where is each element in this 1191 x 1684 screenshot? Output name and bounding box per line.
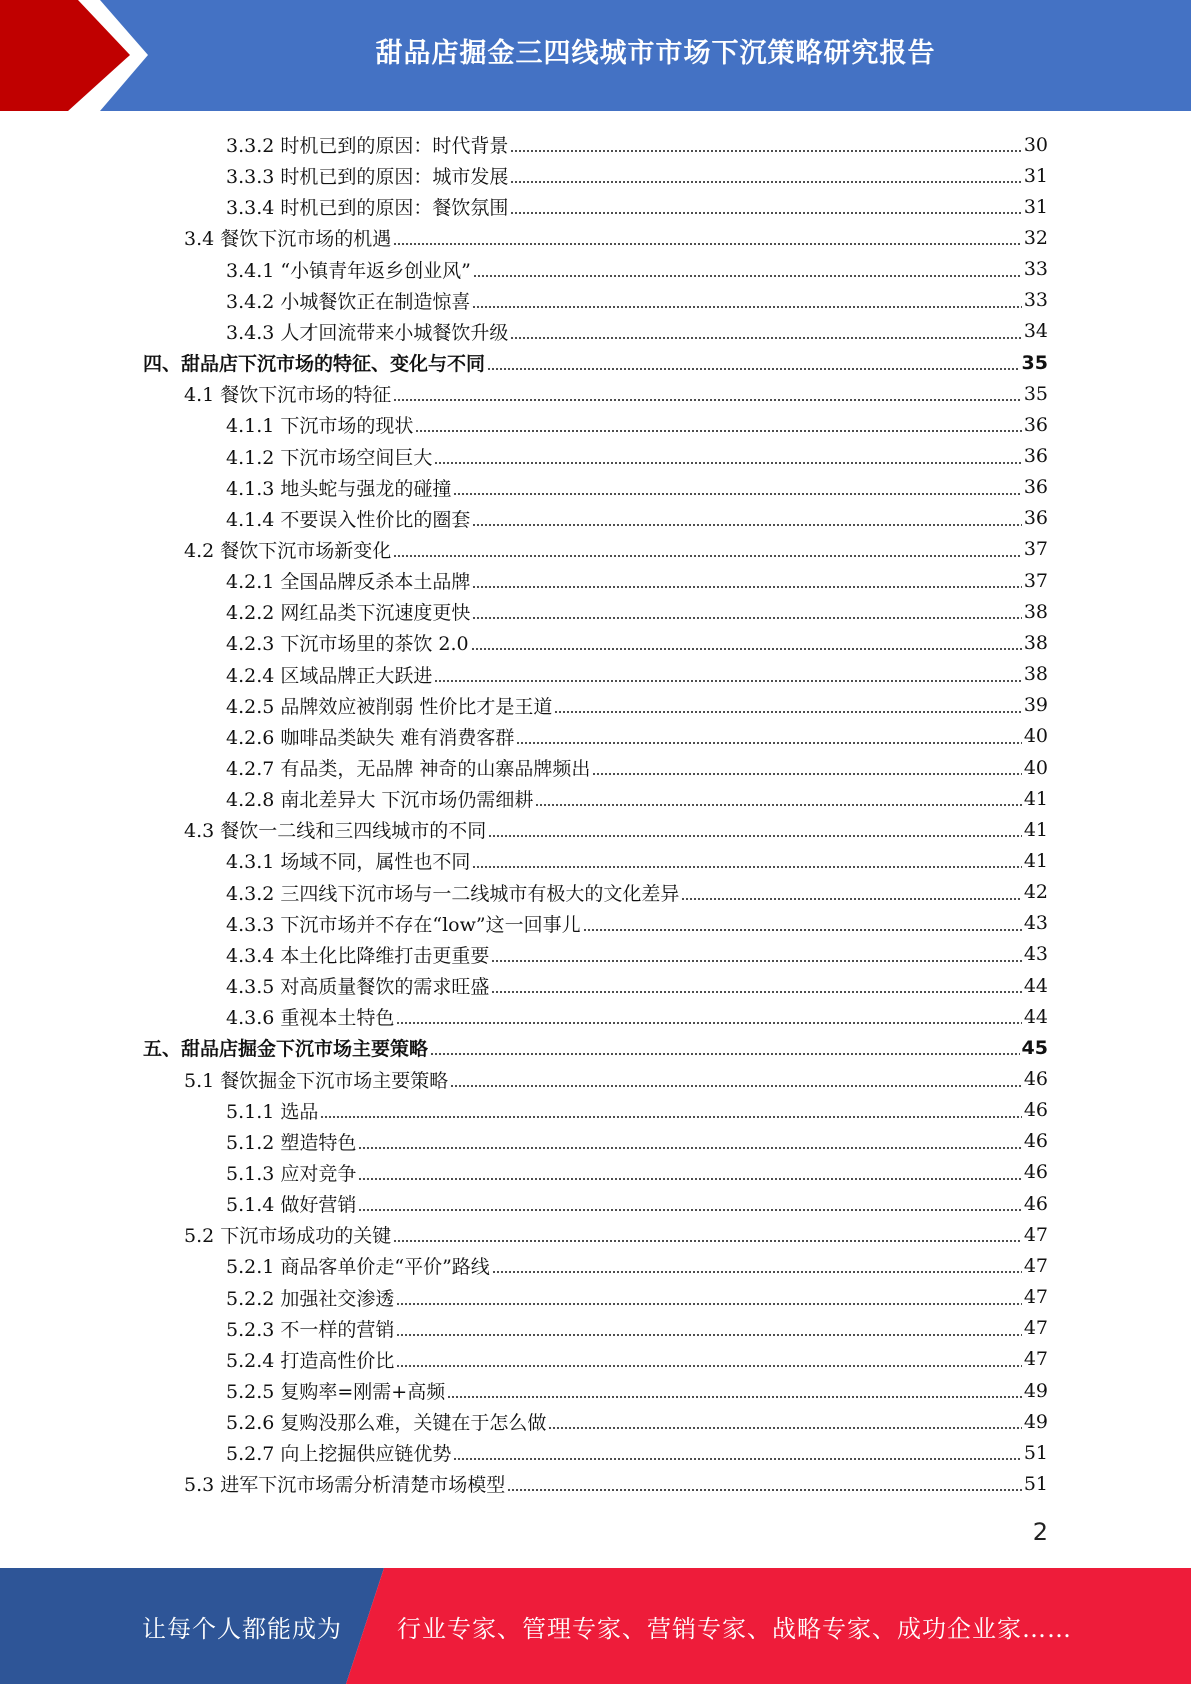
toc-entry[interactable]: [226, 1250, 1048, 1281]
toc-dot-leader: [471, 648, 1022, 650]
toc-entry-label: 5.1.3 应对竞争: [226, 1162, 357, 1185]
toc-entry-page: 44: [1023, 1005, 1048, 1028]
toc-entry-label: 五、甜品店掘金下沉市场主要策略: [143, 1038, 429, 1061]
toc-entry-page: 44: [1023, 974, 1048, 997]
toc-entry[interactable]: [226, 1126, 1048, 1157]
toc-dot-leader: [491, 960, 1021, 962]
toc-entry[interactable]: [226, 1344, 1048, 1375]
toc-entry-label: 5.2.4 打造高性价比: [226, 1349, 395, 1372]
toc-dot-leader: [358, 1178, 1021, 1180]
toc-entry-label: 4.3.1 场域不同，属性也不同: [226, 851, 471, 874]
toc-entry[interactable]: [143, 347, 1048, 378]
toc-entry-label: 3.4.1 “小镇青年返乡创业风”: [226, 259, 471, 282]
toc-entry-page: 37: [1023, 538, 1048, 561]
toc-dot-leader: [396, 1022, 1021, 1024]
toc-entry[interactable]: [226, 316, 1048, 347]
toc-entry-page: 32: [1023, 226, 1048, 249]
toc-entry-page: 38: [1023, 631, 1048, 654]
toc-entry-label: 4.3.6 重视本土特色: [226, 1007, 395, 1030]
toc-entry-label: 5.2.7 向上挖掘供应链优势: [226, 1443, 452, 1466]
toc-dot-leader: [510, 181, 1021, 183]
toc-entry-label: 5.2 下沉市场成功的关键: [184, 1225, 392, 1248]
toc-entry-label: 4.1.1 下沉市场的现状: [226, 415, 414, 438]
toc-dot-leader: [510, 337, 1021, 339]
toc-entry[interactable]: [184, 222, 1048, 253]
toc-entry-page: 47: [1023, 1223, 1048, 1246]
toc-entry-page: 46: [1023, 1099, 1048, 1122]
toc-entry-label: 3.3.3 时机已到的原因：城市发展: [226, 166, 509, 189]
toc-entry-page: 41: [1023, 849, 1048, 872]
footer-slogan-right: 行业专家、管理专家、营销专家、战略专家、成功企业家……: [397, 1614, 1072, 1643]
toc-entry[interactable]: [226, 160, 1048, 191]
page-header: [0, 0, 1191, 111]
toc-entry-label: 3.3.4 时机已到的原因：餐饮氛围: [226, 197, 509, 220]
header-title: 甜品店掘金三四线城市市场下沉策略研究报告: [375, 37, 936, 69]
toc-entry-label: 4.2.1 全国品牌反杀本土品牌: [226, 571, 471, 594]
toc-entry-label: 5.2.6 复购没那么难，关键在于怎么做: [226, 1412, 547, 1435]
toc-entry-page: 43: [1023, 912, 1048, 935]
toc-entry-label: 4.1.3 地头蛇与强龙的碰撞: [226, 477, 452, 500]
toc-dot-leader: [396, 1303, 1021, 1305]
toc-entry[interactable]: [226, 596, 1048, 627]
toc-dot-leader: [583, 929, 1022, 931]
toc-entry[interactable]: [226, 721, 1048, 752]
toc-entry-label: 4.3.2 三四线下沉市场与一二线城市有极大的文化差异: [226, 882, 680, 905]
toc-entry-page: 30: [1023, 133, 1048, 156]
toc-entry-page: 42: [1023, 881, 1048, 904]
toc-entry-page: 37: [1023, 569, 1048, 592]
toc-entry[interactable]: [226, 285, 1048, 316]
toc-entry[interactable]: [226, 254, 1048, 285]
toc-dot-leader: [453, 493, 1021, 495]
toc-entry-page: 46: [1023, 1068, 1048, 1090]
toc-entry-label: 3.4 餐饮下沉市场的机遇: [184, 228, 392, 251]
toc-dot-leader: [492, 1271, 1022, 1273]
toc-entry-page: 46: [1023, 1161, 1048, 1184]
toc-entry[interactable]: [226, 409, 1048, 440]
toc-dot-leader: [488, 835, 1022, 837]
toc-entry-page: 36: [1023, 476, 1048, 499]
footer-slogan-left: 让每个人都能成为: [142, 1614, 342, 1643]
toc-entry-page: 41: [1023, 787, 1048, 810]
toc-entry[interactable]: [226, 1282, 1048, 1313]
toc-entry[interactable]: [226, 659, 1048, 690]
toc-entry-page: 51: [1023, 1441, 1048, 1464]
toc-dot-leader: [453, 1458, 1021, 1460]
toc-entry-label: 3.4.3 人才回流带来小城餐饮升级: [226, 321, 509, 344]
toc-dot-leader: [415, 430, 1021, 432]
toc-entry-page: 31: [1023, 195, 1048, 218]
toc-entry-label: 4.1.2 下沉市场空间巨大: [226, 446, 433, 469]
toc-entry-page: 47: [1023, 1317, 1048, 1340]
toc-entry-label: 4.3.5 对高质量餐饮的需求旺盛: [226, 976, 490, 999]
toc-entry[interactable]: [226, 783, 1048, 814]
page-number: 2: [1032, 1518, 1048, 1546]
toc-entry-label: 5.1.2 塑造特色: [226, 1131, 357, 1154]
toc-entry-label: 5.2.2 加强社交渗透: [226, 1287, 395, 1310]
toc-entry-label: 4.2.6 咖啡品类缺失 难有消费客群: [226, 726, 515, 749]
toc-entry-label: 4.2.2 网红品类下沉速度更快: [226, 602, 471, 625]
toc-dot-leader: [548, 1427, 1021, 1429]
toc-entry-label: 四、甜品店下沉市场的特征、变化与不同: [143, 353, 486, 376]
toc-entry-label: 4.2 餐饮下沉市场新变化: [184, 539, 392, 562]
toc-entry-label: 5.2.1 商品客单价走“平价”路线: [226, 1256, 490, 1279]
toc-entry-label: 4.2.3 下沉市场里的茶饮 2.0: [226, 633, 469, 656]
toc-dot-leader: [430, 1053, 1020, 1055]
toc-entry-page: 47: [1023, 1286, 1048, 1309]
toc-entry-label: 4.2.8 南北差异大 下沉市场仍需细耕: [226, 789, 534, 812]
toc-entry-page: 46: [1023, 1192, 1048, 1215]
toc-entry-page: 40: [1023, 756, 1048, 779]
toc-entry[interactable]: [226, 1095, 1048, 1126]
toc-entry[interactable]: [184, 378, 1048, 409]
toc-entry-page: 33: [1023, 289, 1048, 312]
toc-entry[interactable]: [226, 565, 1048, 596]
toc-dot-leader: [681, 898, 1021, 900]
toc-entry-page: 36: [1023, 413, 1048, 436]
toc-dot-leader: [320, 1116, 1021, 1118]
toc-entry-label: 5.2.3 不一样的营销: [226, 1318, 395, 1341]
toc-entry[interactable]: [184, 814, 1048, 845]
toc-entry[interactable]: [226, 1406, 1048, 1437]
toc-entry[interactable]: [226, 690, 1048, 721]
toc-entry-label: 4.1 餐饮下沉市场的特征: [184, 384, 392, 407]
toc-entry-page: 41: [1023, 818, 1048, 841]
toc-entry-page: 47: [1023, 1348, 1048, 1371]
toc-entry[interactable]: [184, 534, 1048, 565]
toc-entry[interactable]: [226, 1001, 1048, 1032]
toc-dot-leader: [491, 991, 1021, 993]
toc-entry[interactable]: [184, 1219, 1048, 1250]
toc-dot-leader: [487, 368, 1020, 370]
toc-entry-page: 35: [1023, 382, 1048, 405]
toc-dot-leader: [592, 773, 1021, 775]
toc-entry-page: 49: [1023, 1410, 1048, 1433]
toc-entry[interactable]: [226, 1157, 1048, 1188]
toc-entry[interactable]: [226, 1375, 1048, 1406]
toc-entry-page: 51: [1023, 1472, 1048, 1495]
toc-entry[interactable]: [226, 503, 1048, 534]
toc-entry-label: 4.2.5 品牌效应被削弱 性价比才是王道: [226, 695, 553, 718]
toc-entry[interactable]: [226, 441, 1048, 472]
toc-dot-leader: [393, 555, 1022, 557]
toc-dot-leader: [393, 399, 1022, 401]
toc-entry-label: 5.3 进军下沉市场需分析清楚市场模型: [184, 1474, 506, 1497]
toc-dot-leader: [472, 524, 1021, 526]
toc-entry-page: 49: [1023, 1379, 1048, 1402]
toc-entry-page: 38: [1023, 663, 1048, 686]
toc-entry-label: 3.4.2 小城餐饮正在制造惊喜: [226, 290, 471, 313]
toc-entry[interactable]: [226, 877, 1048, 908]
toc-entry-label: 4.1.4 不要误入性价比的圈套: [226, 508, 471, 531]
toc-entry[interactable]: [226, 1437, 1048, 1468]
toc-entry-page: 40: [1023, 725, 1048, 748]
toc-dot-leader: [450, 1085, 1022, 1087]
toc-dot-leader: [554, 711, 1021, 713]
toc-dot-leader: [396, 1334, 1021, 1336]
toc-entry[interactable]: [226, 472, 1048, 503]
toc-dot-leader: [396, 1365, 1021, 1367]
toc-entry-page: 39: [1023, 694, 1048, 717]
toc-dot-leader: [473, 275, 1022, 277]
toc-entry-label: 4.3 餐饮一二线和三四线城市的不同: [184, 820, 487, 843]
toc-entry[interactable]: [184, 1468, 1048, 1499]
toc-entry[interactable]: [226, 845, 1048, 876]
toc-dot-leader: [472, 586, 1021, 588]
toc-entry-page: 47: [1023, 1254, 1048, 1277]
toc-dot-leader: [447, 1396, 1022, 1398]
toc-entry-page: 43: [1023, 943, 1048, 966]
toc-entry-page: 46: [1023, 1130, 1048, 1153]
toc-entry[interactable]: [226, 752, 1048, 783]
toc-entry-label: 5.2.5 复购率=刚需+高频: [226, 1381, 446, 1403]
toc-entry[interactable]: [226, 970, 1048, 1001]
toc-dot-leader: [358, 1209, 1021, 1211]
toc-dot-leader: [535, 804, 1021, 806]
toc-entry[interactable]: [226, 627, 1048, 658]
toc-entry[interactable]: [226, 908, 1048, 939]
toc-dot-leader: [510, 212, 1021, 214]
toc-entry-label: 4.2.4 区域品牌正大跃进: [226, 664, 433, 687]
toc-entry[interactable]: [143, 1032, 1048, 1063]
toc-entry-page: 45: [1021, 1036, 1048, 1059]
toc-dot-leader: [472, 866, 1021, 868]
toc-entry-page: 34: [1023, 320, 1048, 343]
toc-entry-label: 5.1.4 做好营销: [226, 1194, 357, 1217]
toc-dot-leader: [507, 1489, 1022, 1491]
toc-dot-leader: [510, 150, 1021, 152]
toc-dot-leader: [434, 680, 1021, 682]
toc-entry-label: 4.3.3 下沉市场并不存在“low”这一回事儿: [226, 913, 581, 936]
toc-dot-leader: [516, 742, 1021, 744]
toc-dot-leader: [434, 462, 1021, 464]
toc-entry-label: 5.1 餐饮掘金下沉市场主要策略: [184, 1069, 449, 1092]
toc-dot-leader: [358, 1147, 1021, 1149]
toc-dot-leader: [472, 617, 1021, 619]
toc-entry-page: 36: [1023, 507, 1048, 530]
toc-entry-label: 3.3.2 时机已到的原因：时代背景: [226, 135, 509, 157]
page-footer: [0, 1568, 1191, 1684]
toc-entry[interactable]: [226, 191, 1048, 222]
toc-entry-page: 33: [1023, 258, 1048, 281]
toc-entry-label: 4.3.4 本土化比降维打击更重要: [226, 944, 490, 967]
toc-entry[interactable]: [184, 1064, 1048, 1095]
toc-entry-page: 38: [1023, 600, 1048, 623]
toc-entry[interactable]: [226, 1188, 1048, 1219]
toc-dot-leader: [472, 306, 1021, 308]
toc-entry-label: 5.1.1 选品: [226, 1100, 319, 1123]
toc-dot-leader: [393, 243, 1022, 245]
toc-dot-leader: [393, 1240, 1022, 1242]
toc-entry[interactable]: [226, 1313, 1048, 1344]
toc-entry-label: 4.2.7 有品类，无品牌 神奇的山寨品牌频出: [226, 758, 591, 780]
toc-entry-page: 31: [1023, 164, 1048, 187]
toc-entry-page: 35: [1021, 351, 1048, 374]
toc-entry-page: 36: [1023, 445, 1048, 467]
toc-entry[interactable]: [226, 939, 1048, 970]
toc-entry[interactable]: [226, 129, 1048, 160]
